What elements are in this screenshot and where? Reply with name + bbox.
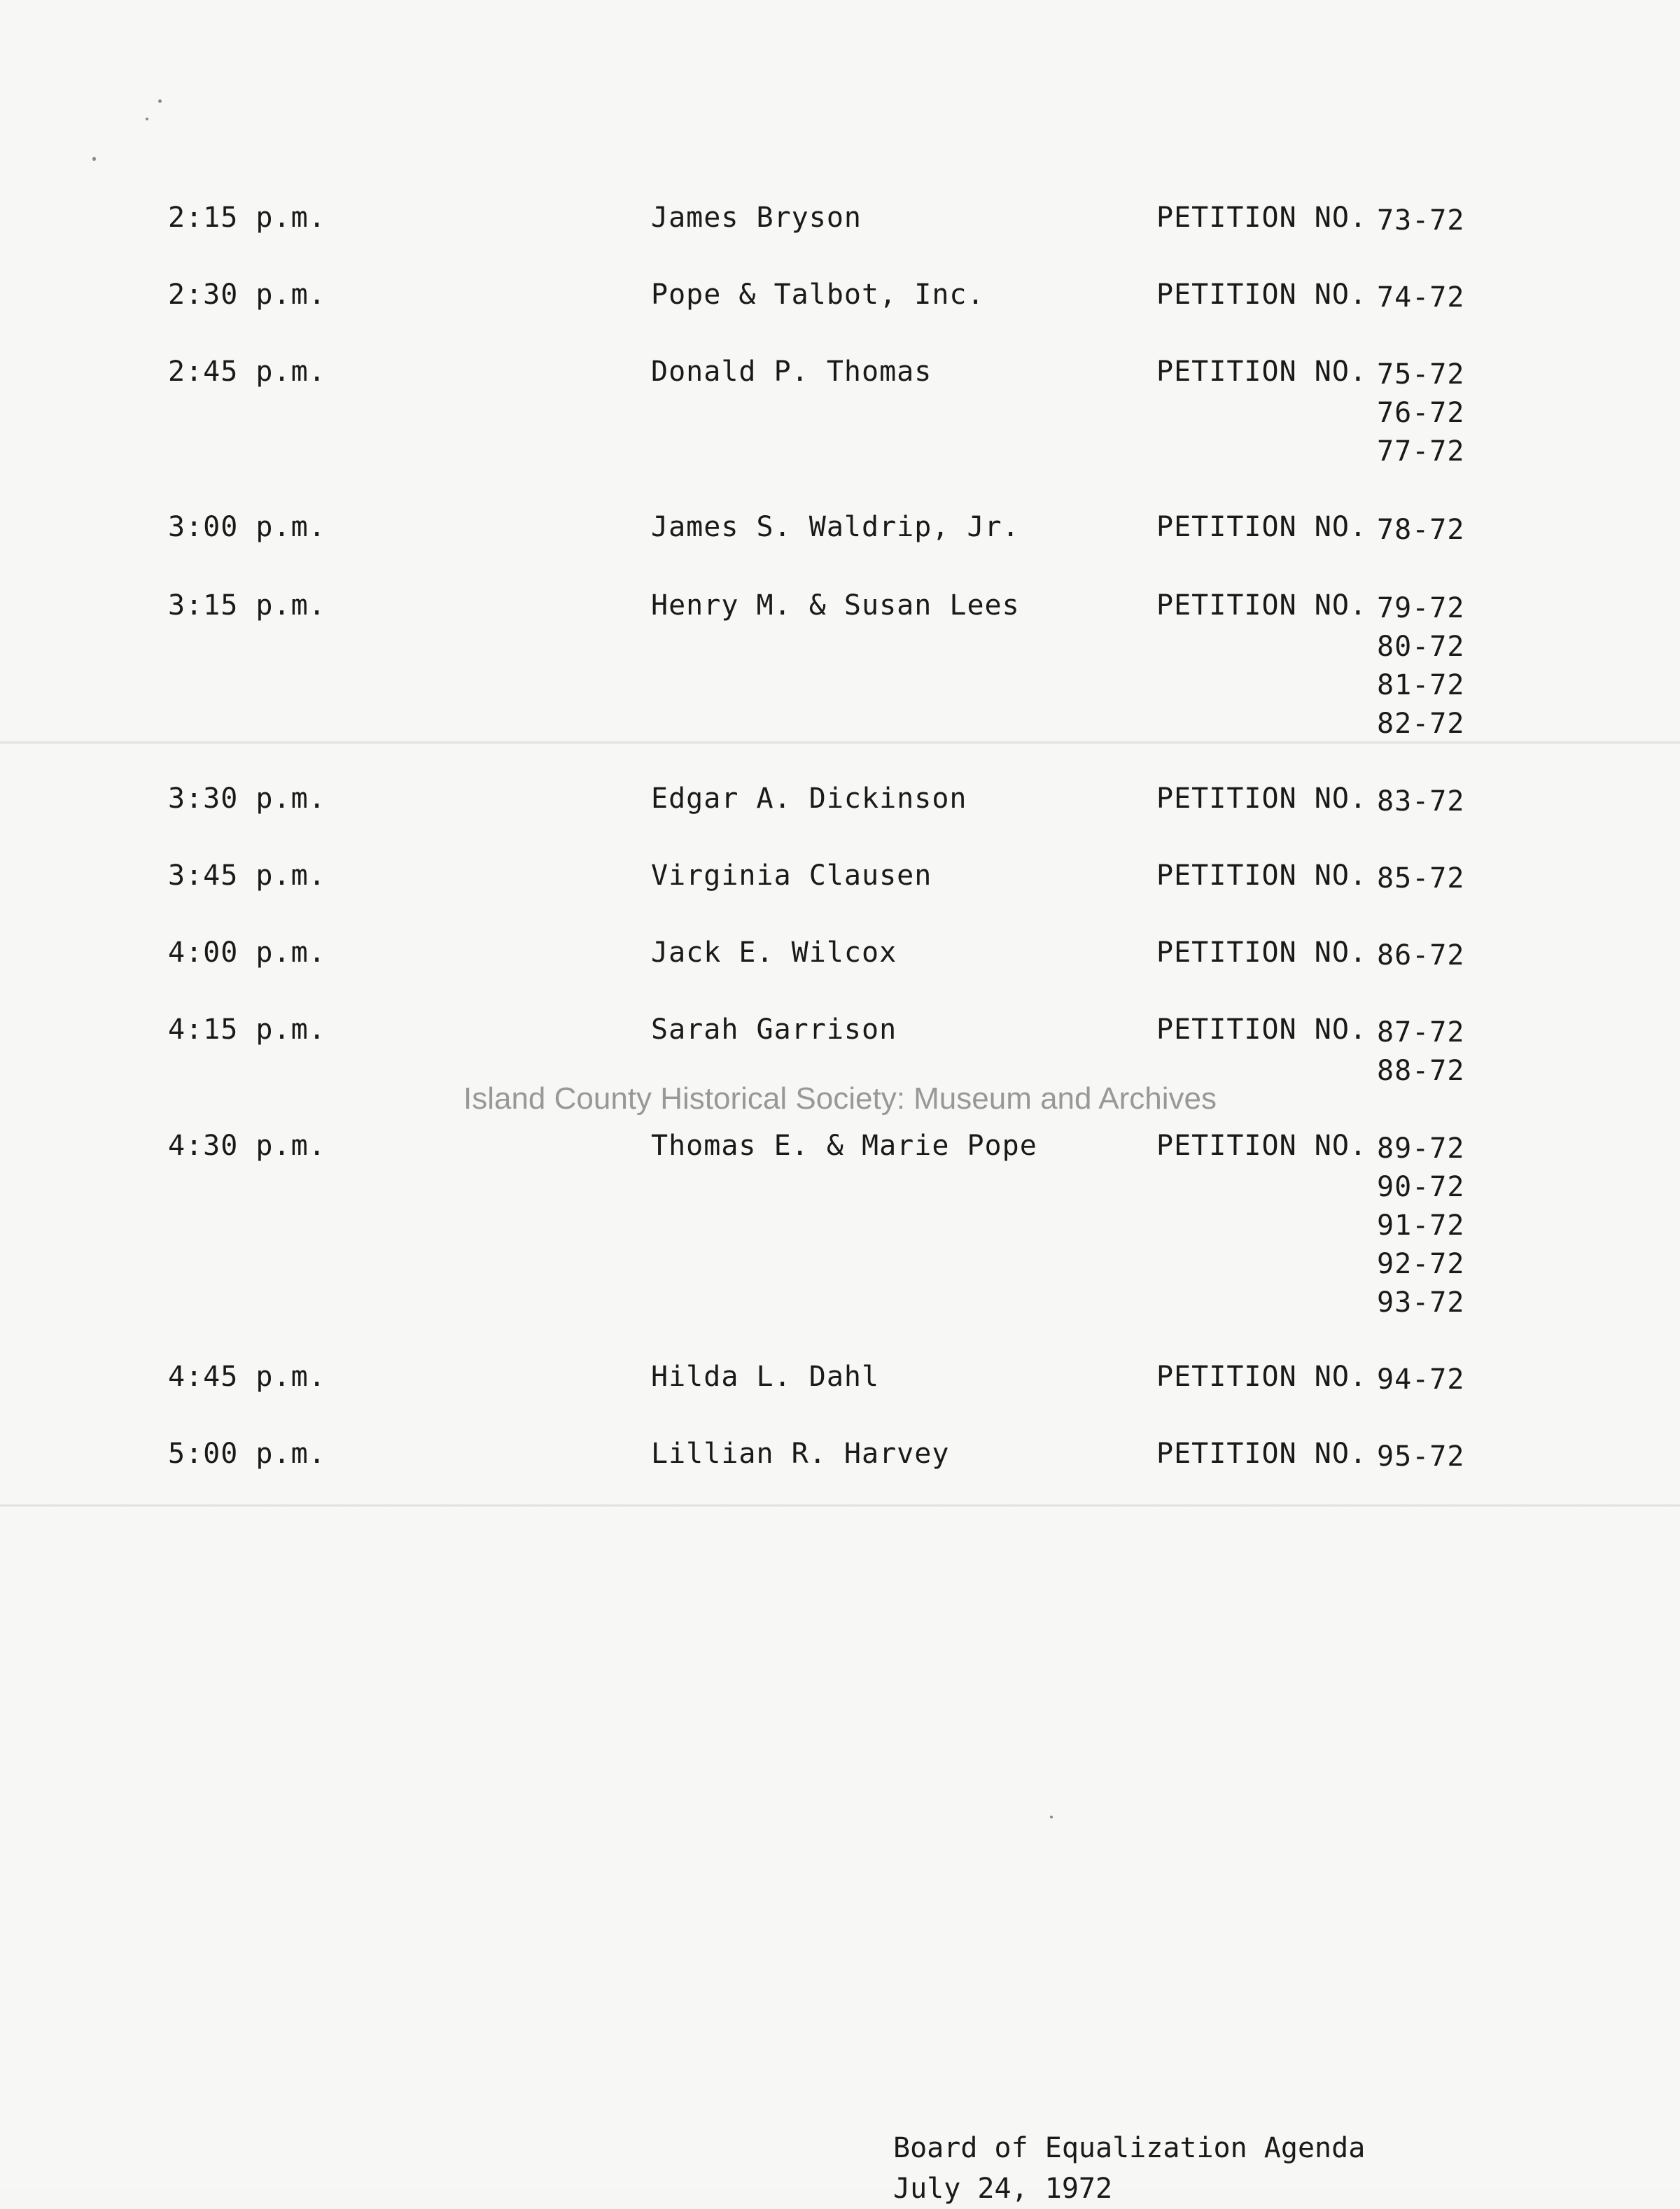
petition-number: 92-72 <box>1376 1248 1465 1280</box>
entry-petition <box>1156 279 1464 317</box>
paper-fold-line <box>0 1503 1680 1508</box>
entry-time: 2:45 p.m. <box>168 356 326 388</box>
petition-number: 91-72 <box>1376 1209 1465 1242</box>
entry-time: 2:30 p.m. <box>168 279 326 311</box>
entry-petition <box>1156 937 1464 975</box>
petition-label: PETITION NO. <box>1156 783 1367 815</box>
petition-numbers <box>1377 783 1464 821</box>
entry-name: Pope & Talbot, Inc. <box>651 279 985 311</box>
petition-label: PETITION NO. <box>1156 511 1367 543</box>
petition-label: PETITION NO. <box>1156 1361 1367 1393</box>
entry-petition <box>1156 860 1464 898</box>
footer-date: July 24, 1972 <box>893 2173 1113 2205</box>
petition-number: 83-72 <box>1376 785 1465 818</box>
petition-number: 87-72 <box>1376 1016 1465 1049</box>
petition-label: PETITION NO. <box>1156 1130 1367 1162</box>
entry-petition <box>1156 1014 1464 1091</box>
entry-petition <box>1156 356 1464 471</box>
petition-number: 77-72 <box>1376 435 1465 468</box>
entry-name: Donald P. Thomas <box>651 356 932 388</box>
petition-number: 94-72 <box>1376 1363 1465 1396</box>
entry-petition <box>1156 1438 1464 1476</box>
entry-time: 3:45 p.m. <box>168 860 326 892</box>
entry-petition <box>1156 783 1464 821</box>
petition-number: 74-72 <box>1376 281 1465 314</box>
entry-name: Sarah Garrison <box>651 1014 897 1046</box>
petition-number: 85-72 <box>1376 862 1465 895</box>
entry-time: 4:15 p.m. <box>168 1014 326 1046</box>
entry-petition <box>1156 511 1464 549</box>
entry-time: 2:15 p.m. <box>168 202 326 234</box>
petition-number: 82-72 <box>1376 708 1465 740</box>
petition-label: PETITION NO. <box>1156 202 1367 234</box>
petition-numbers <box>1377 1361 1464 1399</box>
petition-numbers <box>1377 937 1464 975</box>
entry-name: Thomas E. & Marie Pope <box>651 1130 1037 1162</box>
petition-number: 79-72 <box>1376 592 1465 624</box>
entry-time: 3:00 p.m. <box>168 511 326 543</box>
petition-number: 73-72 <box>1376 204 1465 237</box>
petition-number: 89-72 <box>1376 1132 1465 1165</box>
archive-watermark: Island County Historical Society: Museum and Archives <box>463 1081 1217 1116</box>
paper-speck <box>1050 1816 1053 1818</box>
petition-numbers <box>1377 1130 1464 1322</box>
entry-time: 5:00 p.m. <box>168 1438 326 1470</box>
petition-label: PETITION NO. <box>1156 279 1367 311</box>
entry-name: Virginia Clausen <box>651 860 932 892</box>
petition-numbers <box>1377 860 1464 898</box>
petition-number: 88-72 <box>1376 1055 1465 1087</box>
entry-petition <box>1156 589 1464 743</box>
petition-number: 93-72 <box>1376 1286 1465 1319</box>
petition-number: 90-72 <box>1376 1171 1465 1203</box>
entry-petition <box>1156 1130 1464 1322</box>
petition-numbers <box>1377 1438 1464 1476</box>
petition-number: 95-72 <box>1376 1440 1465 1473</box>
footer-title: Board of Equalization Agenda <box>893 2132 1366 2164</box>
petition-number: 86-72 <box>1376 939 1465 972</box>
petition-numbers <box>1377 279 1464 317</box>
petition-label: PETITION NO. <box>1156 589 1367 622</box>
paper-speck <box>158 99 162 103</box>
petition-label: PETITION NO. <box>1156 1438 1367 1470</box>
entry-name: Henry M. & Susan Lees <box>651 589 1020 622</box>
entry-name: James Bryson <box>651 202 862 234</box>
entry-name: Jack E. Wilcox <box>651 937 897 969</box>
petition-number: 78-72 <box>1376 514 1465 546</box>
entry-name: Edgar A. Dickinson <box>651 783 967 815</box>
petition-numbers <box>1377 1014 1464 1091</box>
paper-speck <box>92 157 96 161</box>
entry-petition <box>1156 202 1464 240</box>
petition-label: PETITION NO. <box>1156 1014 1367 1046</box>
petition-numbers <box>1377 202 1464 240</box>
entry-time: 4:00 p.m. <box>168 937 326 969</box>
entry-name: Lillian R. Harvey <box>651 1438 950 1470</box>
petition-number: 75-72 <box>1376 358 1465 391</box>
paper-speck <box>146 118 148 120</box>
document-footer <box>893 2128 1365 2209</box>
petition-number: 80-72 <box>1376 631 1465 663</box>
entry-name: James S. Waldrip, Jr. <box>651 511 1020 543</box>
entry-petition <box>1156 1361 1464 1399</box>
entry-time: 4:45 p.m. <box>168 1361 326 1393</box>
petition-numbers <box>1377 511 1464 549</box>
petition-numbers <box>1377 589 1464 743</box>
entry-name: Hilda L. Dahl <box>651 1361 880 1393</box>
entry-time: 3:30 p.m. <box>168 783 326 815</box>
petition-numbers <box>1377 356 1464 471</box>
petition-label: PETITION NO. <box>1156 860 1367 892</box>
petition-label: PETITION NO. <box>1156 937 1367 969</box>
petition-number: 81-72 <box>1376 669 1465 701</box>
petition-label: PETITION NO. <box>1156 356 1367 388</box>
entry-time: 3:15 p.m. <box>168 589 326 622</box>
entry-time: 4:30 p.m. <box>168 1130 326 1162</box>
petition-number: 76-72 <box>1376 397 1465 429</box>
